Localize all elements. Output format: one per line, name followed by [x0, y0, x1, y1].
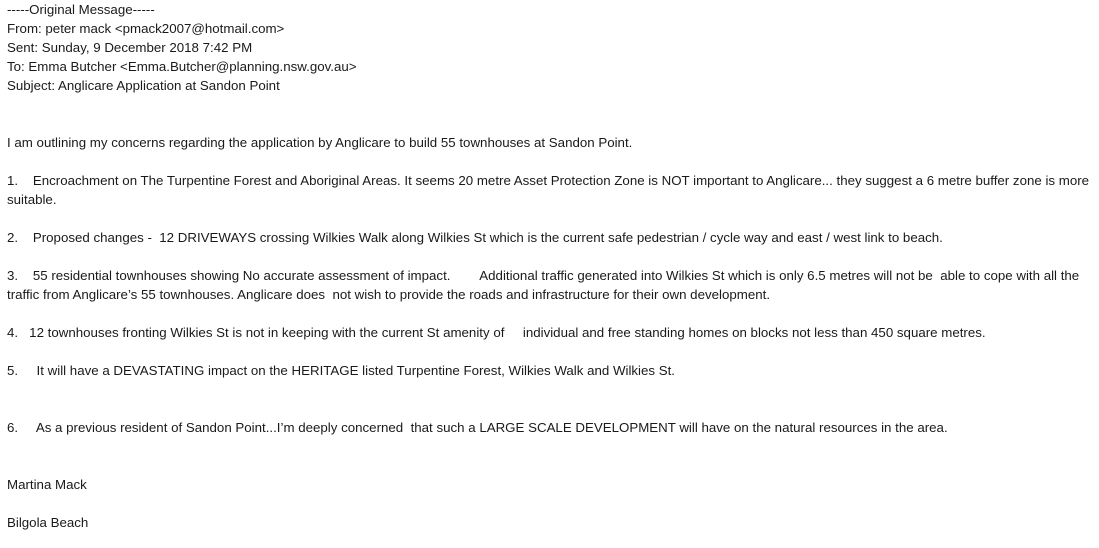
- spacer: [7, 247, 1093, 266]
- to-line: To: Emma Butcher <Emma.Butcher@planning.nsw.gov.au>: [7, 59, 357, 74]
- intro-paragraph: I am outlining my concerns regarding the application by Anglicare to build 55 townhouses at Sandon Point.: [7, 135, 633, 150]
- sent-line: Sent: Sunday, 9 December 2018 7:42 PM: [7, 40, 253, 55]
- spacer: [7, 304, 1093, 323]
- from-line: From: peter mack <pmack2007@hotmail.com>: [7, 21, 285, 36]
- concern-item-5: 5. It will have a DEVASTATING impact on the HERITAGE listed Turpentine Forest, Wilkies Walk and Wilkies St.: [7, 363, 676, 378]
- spacer: [7, 342, 1093, 361]
- spacer: [7, 380, 1093, 399]
- email-message: [7, 0, 1093, 532]
- concern-item-2: 2. Proposed changes - 12 DRIVEWAYS crossing Wilkies Walk along Wilkies St which is the current safe pedestrian / cycle way and east / west link to beach.: [7, 230, 943, 245]
- spacer: [7, 399, 1093, 418]
- spacer: [7, 114, 1093, 133]
- spacer: [7, 456, 1093, 475]
- signature-location: Bilgola Beach: [7, 515, 89, 530]
- original-message-separator: -----Original Message-----: [7, 2, 155, 17]
- spacer: [7, 437, 1093, 456]
- concern-item-3: 3. 55 residential townhouses showing No accurate assessment of impact. Additional traffic generated into Wilkies St which is only 6.5 metres will not be able to cope with all the traffic from Anglicare’s 55 townhouses. Anglicare does not wish to provide the roads and infrastructure for their own development.: [7, 268, 1083, 302]
- concern-item-4: 4. 12 townhouses fronting Wilkies St is not in keeping with the current St amenity of individual and free standing homes on blocks not less than 450 square metres.: [7, 325, 986, 340]
- concern-item-1: 1. Encroachment on The Turpentine Forest and Aboriginal Areas. It seems 20 metre Asset Protection Zone is NOT important to Anglicare... they suggest a 6 metre buffer zone is more suitable.: [7, 173, 1093, 207]
- spacer: [7, 95, 1093, 114]
- spacer: [7, 494, 1093, 513]
- subject-line: Subject: Anglicare Application at Sandon Point: [7, 78, 280, 93]
- concern-item-6: 6. As a previous resident of Sandon Point...I’m deeply concerned that such a LARGE SCALE DEVELOPMENT will have on the natural resources in the area.: [7, 420, 948, 435]
- signature-name: Martina Mack: [7, 477, 87, 492]
- spacer: [7, 152, 1093, 171]
- spacer: [7, 209, 1093, 228]
